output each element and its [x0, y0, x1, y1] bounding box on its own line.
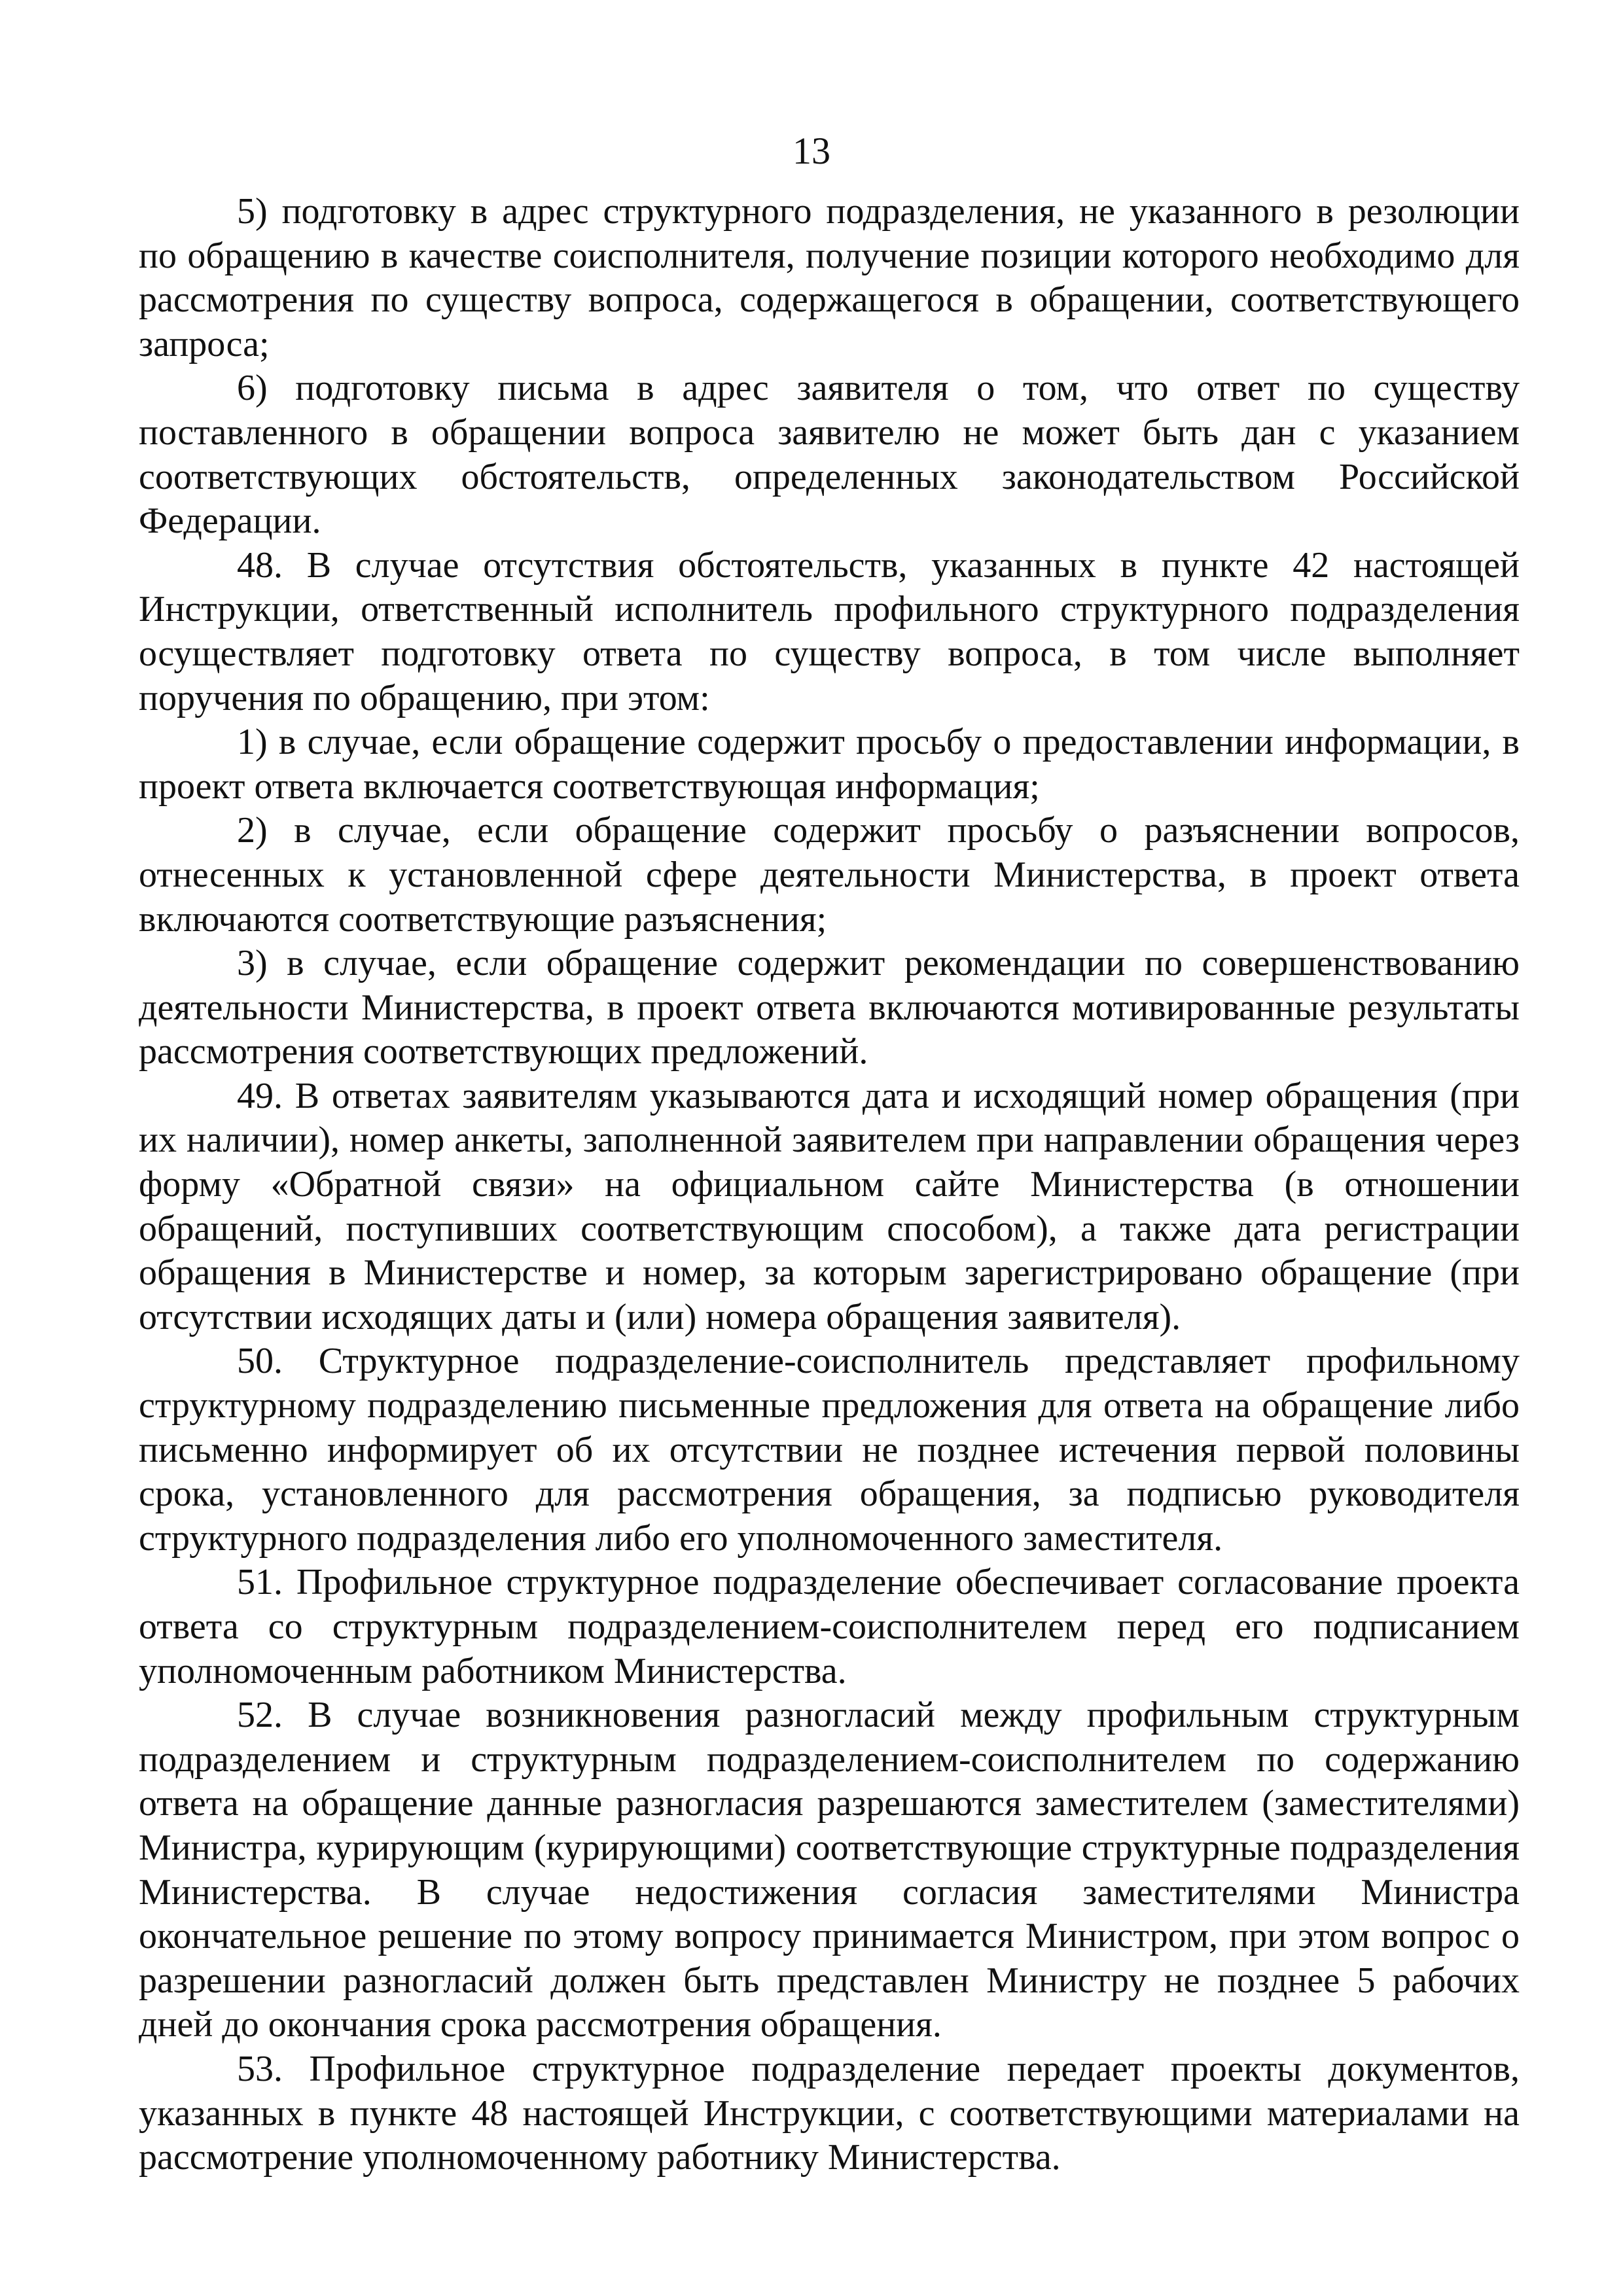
paragraph-clause-48: 48. В случае отсутствия обстоятельств, указанных в пункте 42 настоящей Инструкции, ответственный исполнитель профильного структурного подразделения осуществляет подготовку ответа по существу вопроса, в том числе выполняет поручения по обращению, при этом: [139, 544, 1520, 718]
document-body [139, 190, 1520, 2180]
page-number: 13 [793, 130, 830, 172]
paragraph-clause-52: 52. В случае возникновения разногласий между профильным структурным подразделением и структурным подразделением-соисполнителем по содержанию ответа на обращение данные разногласия разрешаются заместителем (заместителями) Министра, курирующим (курирующими) соответствующие структурные подразделения Министерства. В случае недостижения согласия заместителями Министра окончательное решение по этому вопросу принимается Министром, при этом вопрос о разрешении разногласий должен быть представлен Министру не позднее 5 рабочих дней до окончания срока рассмотрения обращения. [139, 1695, 1520, 2045]
paragraph-item-5: 5) подготовку в адрес структурного подразделения, не указанного в резолюции по обращению в качестве соисполнителя, получение позиции которого необходимо для рассмотрения по существу вопроса, содержащегося в обращении, соответствующего запроса; [139, 191, 1520, 364]
paragraph-clause-49: 49. В ответах заявителям указываются дата и исходящий номер обращения (при их наличии), номер анкеты, заполненной заявителем при направлении обращения через форму «Обратной связи» на официальном сайте Министерства (в отношении обращений, поступивших соответствующим способом), а также дата регистрации обращения в Министерстве и номер, за которым зарегистрировано обращение (при отсутствии исходящих даты и (или) номера обращения заявителя). [139, 1075, 1520, 1337]
paragraph-clause-48-item-3: 3) в случае, если обращение содержит рекомендации по совершенствованию деятельности Министерства, в проект ответа включаются мотивированные результаты рассмотрения соответствующих предложений. [139, 943, 1520, 1072]
paragraph-item-6: 6) подготовку письма в адрес заявителя о том, что ответ по существу поставленного в обращении вопроса заявителю не может быть дан с указанием соответствующих обстоятельств, определенных законодательством Российской Федерации. [139, 368, 1520, 542]
paragraph-clause-51: 51. Профильное структурное подразделение обеспечивает согласование проекта ответа со структурным подразделением-соисполнителем перед его подписанием уполномоченным работником Министерства. [139, 1562, 1520, 1691]
paragraph-clause-53: 53. Профильное структурное подразделение передает проекты документов, указанных в пункте 48 настоящей Инструкции, с соответствующими материалами на рассмотрение уполномоченному работнику Министерства. [139, 2048, 1520, 2178]
paragraph-clause-48-item-1: 1) в случае, если обращение содержит просьбу о предоставлении информации, в проект ответа включается соответствующая информация; [139, 722, 1520, 807]
paragraph-clause-48-item-2: 2) в случае, если обращение содержит просьбу о разъяснении вопросов, отнесенных к установленной сфере деятельности Министерства, в проект ответа включаются соответствующие разъяснения; [139, 810, 1520, 940]
paragraph-clause-50: 50. Структурное подразделение-соисполнитель представляет профильному структурному подразделению письменные предложения для ответа на обращение либо письменно информирует об их отсутствии не позднее истечения первой половины срока, установленного для рассмотрения обращения, за подписью руководителя структурного подразделения либо его уполномоченного заместителя. [139, 1341, 1520, 1559]
